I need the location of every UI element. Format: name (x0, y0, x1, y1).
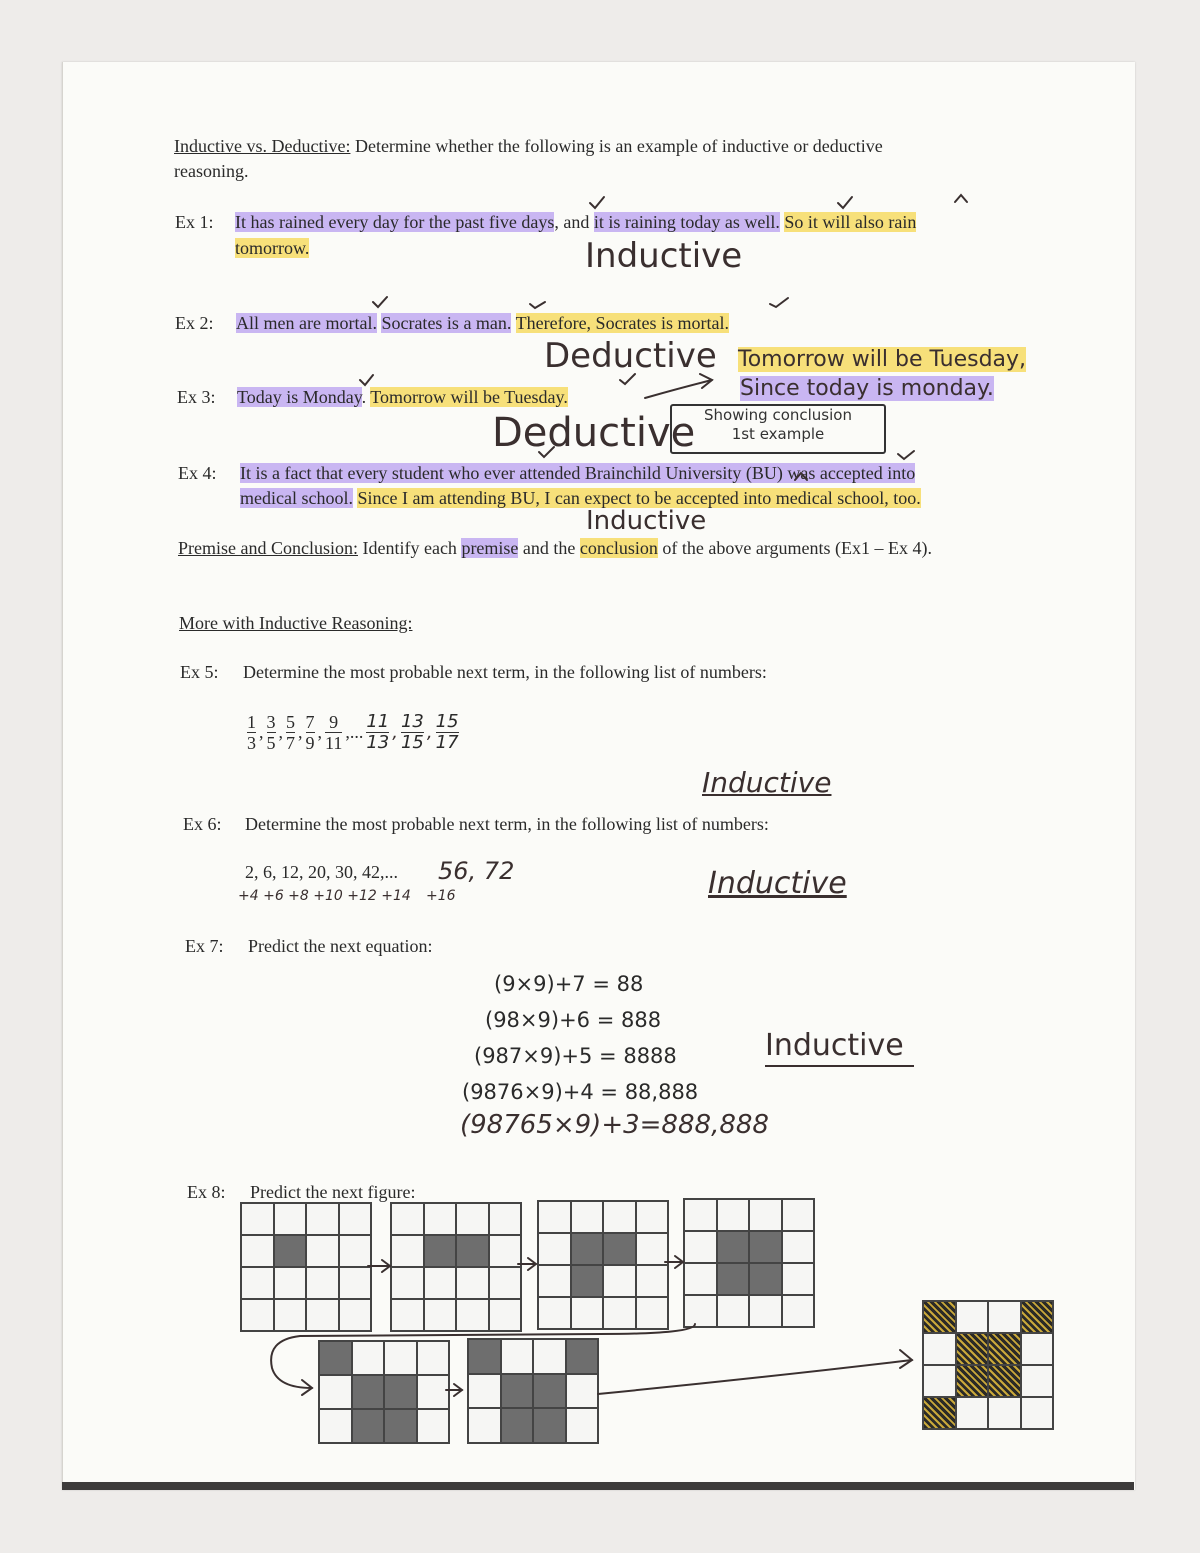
ex3-side-note-1: Tomorrow will be Tuesday, (738, 347, 1027, 372)
ex6-sequence: 2, 6, 12, 20, 30, 42,... (245, 862, 398, 882)
ex6-answer: Inductive (708, 866, 847, 901)
ex7-answer: Inductive (765, 1028, 914, 1067)
caret-icon (795, 473, 807, 480)
ex4-premise-2: medical school. (240, 488, 353, 508)
ex8-label: Ex 8: (187, 1182, 226, 1202)
arrow-icon (271, 1324, 695, 1388)
arrow-icon (598, 1360, 912, 1394)
ex3-side-note-2: Since today is monday. (740, 376, 994, 401)
ex2-label: Ex 2: (175, 313, 214, 333)
ex5-answer: Inductive (702, 766, 832, 799)
ex6-prompt: Determine the most probable next term, in the following list of numbers: (245, 814, 769, 834)
ex3-premise: Today is Monday (237, 387, 362, 407)
ex5-sequence: $\frac{1}{3}$ , $\frac{3}{5}$ , $\frac{5}{7}$ , $\frac{7}{9}$ , $\frac{9}{11}$ ,... $\frac{11}{13}$ , $\frac{13}{15}$ , $\frac{15}{17}$ (247, 711, 459, 753)
ex4-conclusion: Since I am attending BU, I can expect to be accepted into medical school, too. (357, 488, 921, 508)
ex4-label: Ex 4: (178, 463, 217, 483)
checkmark-icon (620, 374, 635, 384)
ex4-premise-1: It is a fact that every student who ever attended Brainchild University (BU) was accepted into (240, 463, 916, 483)
intro-heading: Inductive vs. Deductive: (174, 136, 351, 156)
intro-instruction: Determine whether the following is an example of inductive or deductive (354, 136, 883, 156)
ex6-handwritten-next: 56, 72 (438, 857, 515, 885)
checkmark-icon (838, 197, 852, 208)
pc-conclusion-word: conclusion (579, 538, 658, 558)
pc-text-3: of the above arguments (Ex1 – Ex 4). (657, 538, 933, 558)
ex8-prompt: Predict the next figure: (250, 1182, 416, 1202)
ex3-label: Ex 3: (177, 387, 216, 407)
ex5-fraction: $\frac{3}{5}$ (266, 712, 276, 753)
ex5-fraction: $\frac{5}{7}$ (286, 712, 295, 753)
ex7-handwritten-equation: (98765×9)+3=888,888 (460, 1110, 769, 1140)
checkmark-icon (590, 197, 604, 208)
ex2-conclusion: Therefore, Socrates is mortal. (515, 313, 730, 333)
ex3-conclusion: Tomorrow will be Tuesday. (370, 387, 568, 407)
checkmark-icon (898, 451, 914, 459)
ex3-period: . (361, 387, 367, 407)
ex5-ellipsis: ,... (345, 722, 364, 742)
ex3-box-note-1: Showing conclusion (704, 406, 852, 424)
more-heading: More with Inductive Reasoning: (179, 613, 413, 633)
ex2-answer: Deductive (544, 336, 717, 376)
ex1-conclusion-2: tomorrow. (235, 238, 310, 258)
ex4-answer: Inductive (586, 506, 707, 536)
ex5-prompt: Determine the most probable next term, in the following list of numbers: (243, 662, 767, 682)
intro-instruction-2: reasoning. (174, 161, 249, 181)
ex7-equation: (98×9)+6 = 888 (485, 1008, 662, 1032)
ex5-hand-fraction: $\frac{11}{13}$ (366, 711, 390, 753)
checkmark-icon (360, 375, 373, 385)
pc-text-1: Identify each (357, 538, 462, 558)
checkmark-icon (530, 302, 545, 308)
ex1-conclusion-1: So it will also rain (784, 212, 917, 232)
ex2-premise-1: All men are mortal. (236, 313, 377, 333)
arrow-head-icon (900, 1350, 912, 1368)
checkmark-icon (373, 297, 387, 307)
pc-text-2: and the (518, 538, 580, 558)
ex2-premise-2: Socrates is a man. (381, 313, 512, 333)
pc-premise-word: premise (461, 538, 519, 558)
ex6-differences: +4 +6 +8 +10 +12 +14 (238, 888, 411, 904)
arrow-icon (645, 380, 712, 398)
ex5-fraction: $\frac{9}{11}$ (325, 712, 343, 753)
premise-conclusion-heading: Premise and Conclusion: (178, 538, 358, 558)
ex1-premise-1: It has rained every day for the past five days (235, 212, 555, 232)
ex7-prompt: Predict the next equation: (248, 936, 433, 956)
ex7-equation: (987×9)+5 = 8888 (474, 1044, 677, 1068)
caret-icon (955, 195, 967, 202)
ex1-label: Ex 1: (175, 212, 214, 232)
ex5-label: Ex 5: (180, 662, 219, 682)
ex1-premise-2: it is raining today as well. (593, 212, 780, 232)
ex6-label: Ex 6: (183, 814, 222, 834)
ex5-fraction: $\frac{7}{9}$ (305, 712, 315, 753)
ex3-box-note-2: 1st example (731, 425, 825, 443)
ex3-answer: Deductive (492, 410, 696, 456)
ex5-hand-fraction: $\frac{13}{15}$ (400, 711, 424, 753)
ex7-equation: (9876×9)+4 = 88,888 (462, 1080, 699, 1104)
ex1-connector: , and (554, 212, 594, 232)
ex1-answer: Inductive (585, 236, 743, 276)
ex6-next-difference: +16 (426, 888, 456, 904)
ex5-fraction: $\frac{1}{3}$ (247, 712, 256, 753)
ex7-equation: (9×9)+7 = 88 (494, 972, 644, 996)
checkmark-icon (770, 298, 788, 307)
ex7-label: Ex 7: (185, 936, 224, 956)
ex5-hand-fraction: $\frac{15}{17}$ (435, 711, 459, 753)
checkmark-icon (539, 447, 554, 457)
